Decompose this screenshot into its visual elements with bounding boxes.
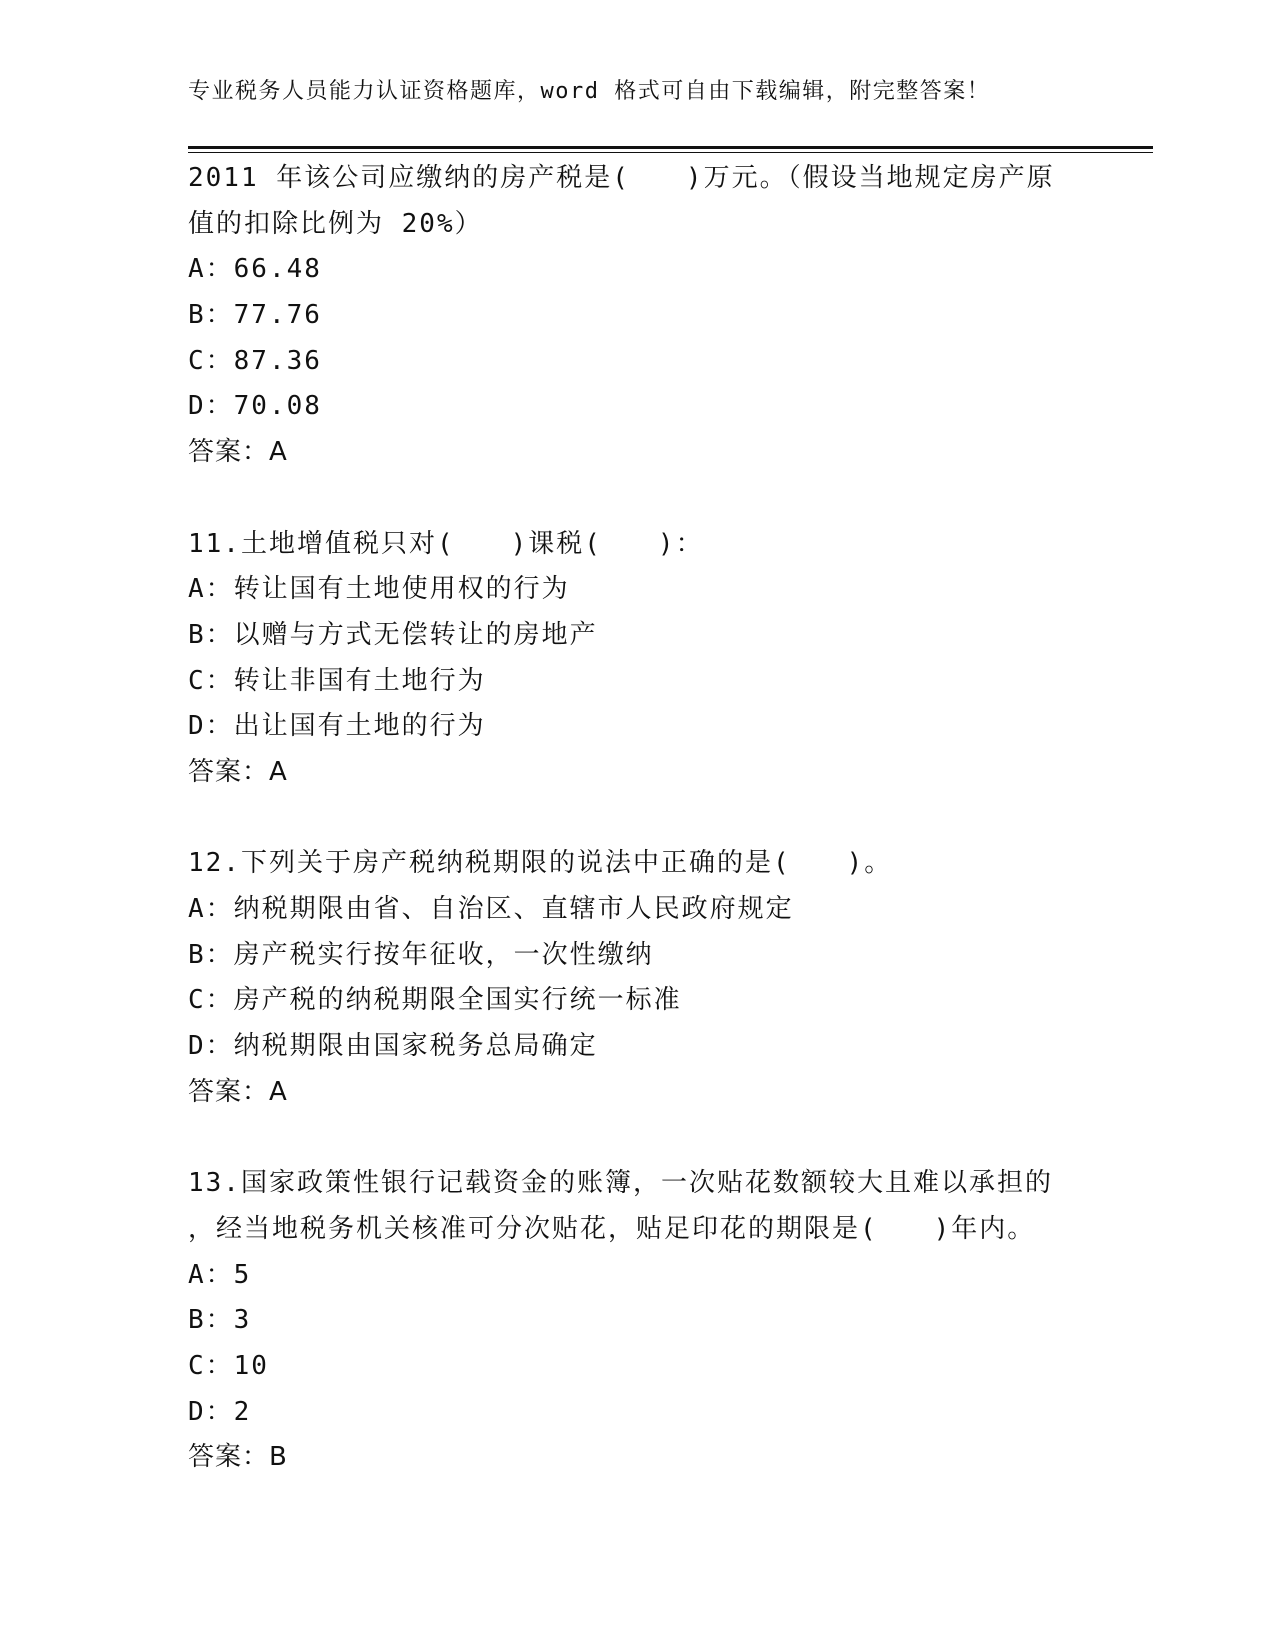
spacer (188, 796, 1088, 842)
option-b: B：以赠与方式无偿转让的房地产 (188, 619, 598, 650)
option-c: C：房产税的纳税期限全国实行统一标准 (188, 985, 682, 1016)
option-d: D：出让国有土地的行为 (188, 711, 486, 742)
option-b: B：77.76 (188, 300, 322, 331)
question-stem: ，经当地税务机关核准可分次贴花，贴足印花的期限是( )年内。 (188, 1213, 1036, 1244)
question-list (188, 156, 1088, 1481)
question-stem: 11.土地增值税只对( )课税( )： (188, 528, 704, 559)
header-rule-thin (188, 152, 1153, 153)
option-b: B：房产税实行按年征收，一次性缴纳 (188, 939, 654, 970)
option-c: C：转让非国有土地行为 (188, 665, 486, 696)
option-a: A：5 (188, 1259, 252, 1290)
spacer (188, 476, 1088, 522)
header-rule-thick (188, 146, 1153, 149)
answer-line: 答案：A (188, 1076, 288, 1107)
option-b: B：3 (188, 1305, 252, 1336)
question-block (188, 1161, 1088, 1481)
option-d: D：纳税期限由国家税务总局确定 (188, 1031, 598, 1062)
question-stem: 13.国家政策性银行记载资金的账簿，一次贴花数额较大且难以承担的 (188, 1168, 1053, 1199)
question-block (188, 841, 1088, 1115)
answer-line: 答案：A (188, 437, 288, 468)
question-block (188, 522, 1088, 796)
option-a: A：66.48 (188, 254, 322, 285)
option-a: A：转让国有土地使用权的行为 (188, 574, 570, 605)
question-block (188, 156, 1088, 476)
option-d: D：70.08 (188, 391, 322, 422)
question-stem: 值的扣除比例为 20%） (188, 208, 483, 239)
spacer (188, 1115, 1088, 1161)
answer-line: 答案：A (188, 756, 288, 787)
question-stem: 2011 年该公司应缴纳的房产税是( )万元。（假设当地规定房产原 (188, 163, 1055, 193)
page-header: 专业税务人员能力认证资格题库，word 格式可自由下载编辑，附完整答案！ (188, 79, 991, 104)
option-a: A：纳税期限由省、自治区、直辖市人民政府规定 (188, 894, 794, 924)
question-stem: 12.下列关于房产税纳税期限的说法中正确的是( )。 (188, 848, 893, 879)
option-d: D：2 (188, 1396, 252, 1427)
option-c: C：87.36 (188, 345, 322, 376)
answer-line: 答案：B (188, 1442, 288, 1473)
option-c: C：10 (188, 1350, 269, 1381)
